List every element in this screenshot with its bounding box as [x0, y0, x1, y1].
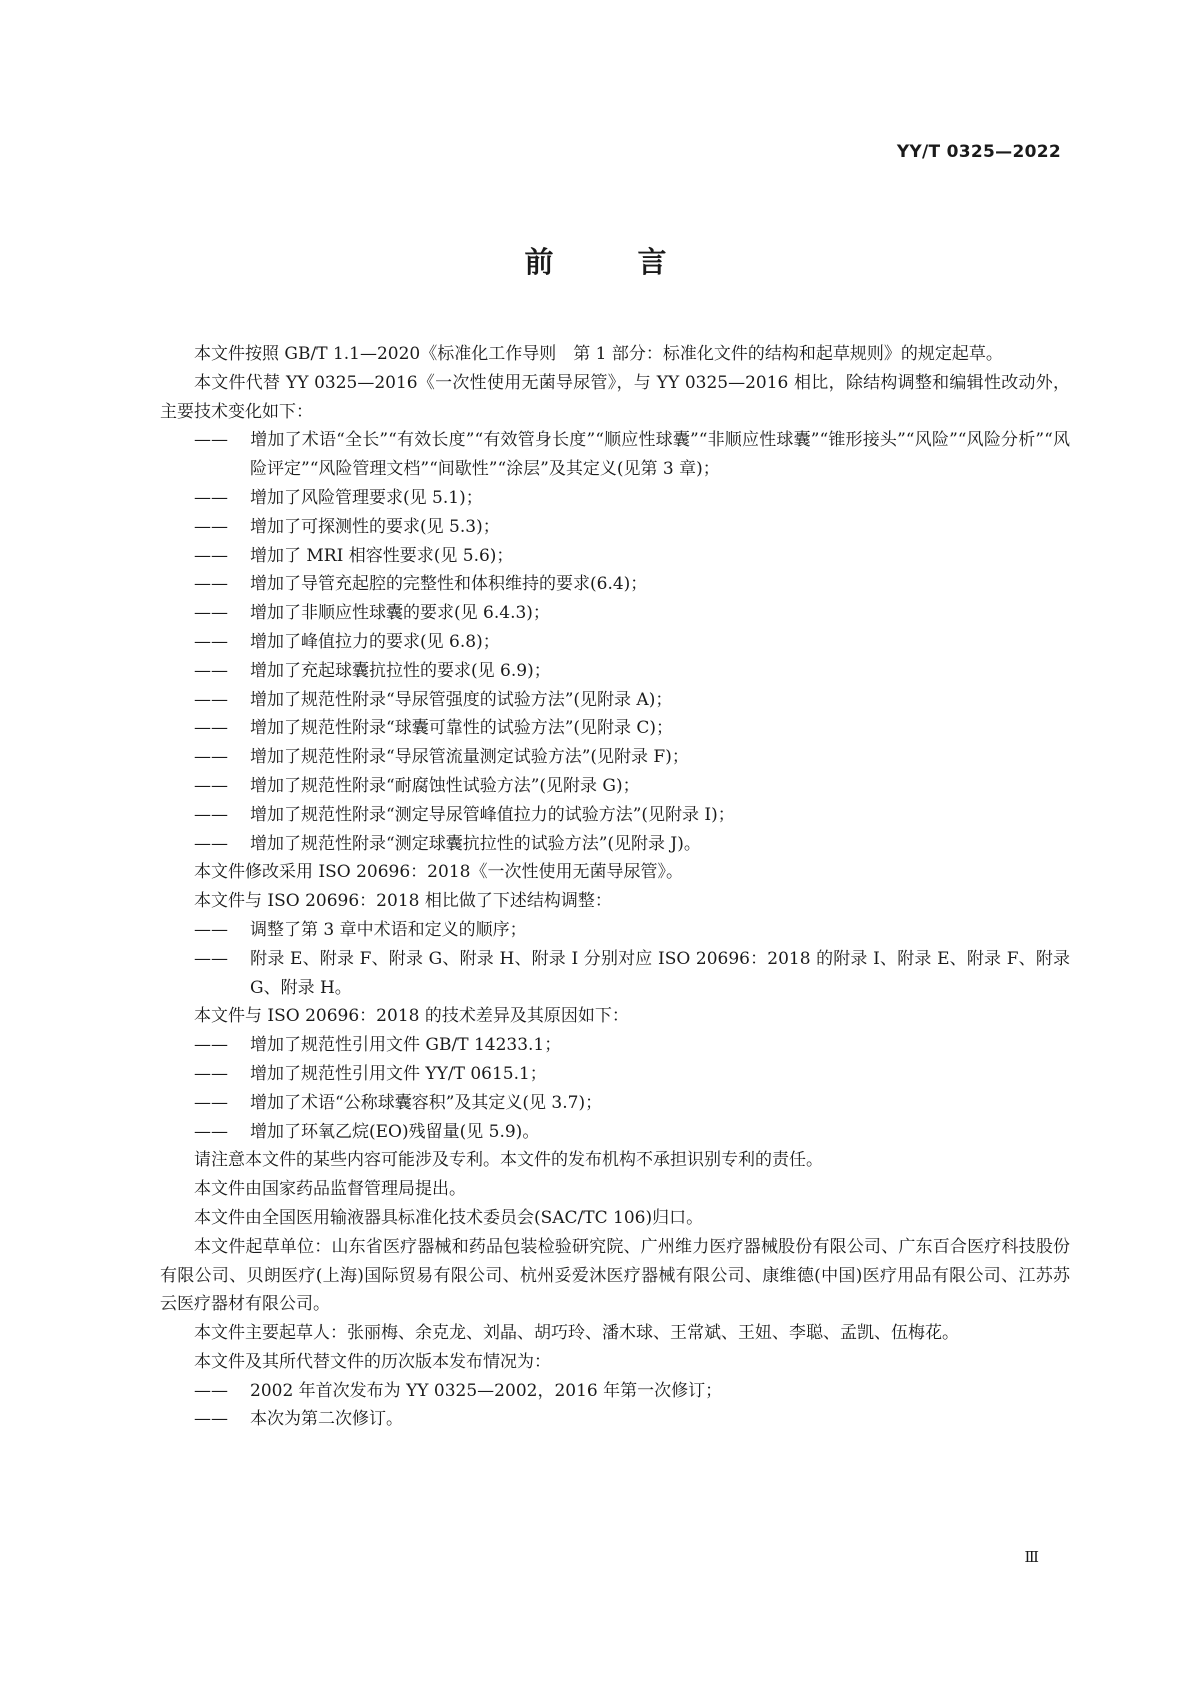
list-item	[194, 830, 1070, 859]
list-item-text: 增加了规范性附录“导尿管强度的试验方法”(见附录 A)；	[250, 689, 673, 710]
list-item-text: 增加了充起球囊抗拉性的要求(见 6.9)；	[250, 660, 551, 681]
list-item-text: 增加了峰值拉力的要求(见 6.8)；	[250, 631, 500, 652]
list-dash: ——	[194, 689, 228, 710]
list-dash: ——	[194, 603, 228, 624]
paragraph: 本文件与 ISO 20696：2018 相比做了下述结构调整：	[194, 891, 612, 912]
list-item-text: 附录 E、附录 F、附录 G、附录 H、附录 I 分别对应 ISO 20696：2018 的附录 I、附录 E、附录 F、附录 G、附录 H。	[250, 948, 1070, 998]
list-dash: ——	[194, 1380, 228, 1401]
list-item	[194, 686, 1070, 715]
list-dash: ——	[194, 1121, 228, 1142]
paragraph: 本文件按照 GB/T 1.1—2020《标准化工作导则 第 1 部分：标准化文件的结构和起草规则》的规定起草。	[194, 344, 1003, 364]
list-dash: ——	[194, 833, 228, 854]
list-item-text: 增加了导管充起腔的完整性和体积维持的要求(6.4)；	[250, 574, 648, 595]
list-dash: ——	[194, 804, 228, 825]
list-item-text: 2002 年首次发布为 YY 0325—2002，2016 年第一次修订；	[250, 1380, 723, 1401]
list-dash: ——	[194, 545, 228, 566]
paragraph: 请注意本文件的某些内容可能涉及专利。本文件的发布机构不承担识别专利的责任。	[194, 1150, 823, 1171]
list-item-text: 增加了非顺应性球囊的要求(见 6.4.3)；	[250, 603, 550, 624]
standard-code: YY/T 0325—2022	[896, 142, 1061, 162]
list-item-text: 增加了规范性附录“导尿管流量测定试验方法”(见附录 F)；	[250, 747, 689, 768]
list-dash: ——	[194, 1063, 228, 1084]
list-dash: ——	[194, 718, 228, 739]
list-dash: ——	[194, 430, 228, 451]
list-item	[194, 1060, 1070, 1089]
list-dash: ——	[194, 747, 228, 768]
list-item	[194, 1089, 1070, 1118]
list-item	[194, 599, 1070, 628]
list-item	[194, 801, 1070, 830]
list-dash: ——	[194, 574, 228, 595]
list-dash: ——	[194, 631, 228, 652]
paragraph: 本文件起草单位：山东省医疗器械和药品包装检验研究院、广州维力医疗器械股份有限公司、广东百合医疗科技股份有限公司、贝朗医疗(上海)国际贸易有限公司、杭州妥爱沐医疗器械有限公司、康维德(中国)医疗用品有限公司、江苏苏云医疗器材有限公司。	[160, 1236, 1070, 1315]
list-item-text: 增加了规范性引用文件 YY/T 0615.1；	[250, 1063, 547, 1084]
list-item-text: 增加了术语“公称球囊容积”及其定义(见 3.7)；	[250, 1092, 603, 1113]
list-dash: ——	[194, 487, 228, 508]
list-item	[194, 570, 1070, 599]
paragraph: 本文件代替 YY 0325—2016《一次性使用无菌导尿管》，与 YY 0325—2016 相比，除结构调整和编辑性改动外，主要技术变化如下：	[160, 372, 1070, 422]
list-item	[194, 426, 1070, 484]
list-dash: ——	[194, 1092, 228, 1113]
paragraph: 本文件与 ISO 20696：2018 的技术差异及其原因如下：	[194, 1006, 629, 1027]
list-item-text: 增加了规范性附录“测定球囊抗拉性的试验方法”(见附录 J)。	[250, 833, 701, 854]
list-item-text: 调整了第 3 章中术语和定义的顺序；	[250, 919, 527, 940]
list-item-text: 增加了规范性附录“球囊可靠性的试验方法”(见附录 C)；	[250, 718, 674, 739]
list-dash: ——	[194, 948, 228, 969]
list-item-text: 增加了风险管理要求(见 5.1)；	[250, 487, 483, 508]
list-item-text: 增加了环氧乙烷(EO)残留量(见 5.9)。	[250, 1121, 540, 1142]
list-item	[194, 513, 1070, 542]
list-item	[194, 916, 1070, 945]
list-item	[194, 657, 1070, 686]
paragraph: 本文件由全国医用输液器具标准化技术委员会(SAC/TC 106)归口。	[194, 1207, 704, 1228]
list-item-text: 本次为第二次修订。	[250, 1409, 403, 1430]
list-item	[194, 743, 1070, 772]
paragraph: 本文件由国家药品监督管理局提出。	[194, 1179, 466, 1200]
list-dash: ——	[194, 919, 228, 940]
list-item	[194, 1031, 1070, 1060]
page-number: Ⅲ	[1024, 1548, 1039, 1566]
list-item-text: 增加了规范性引用文件 GB/T 14233.1；	[250, 1035, 562, 1056]
paragraph: 本文件及其所代替文件的历次版本发布情况为：	[194, 1351, 551, 1372]
list-item	[194, 484, 1070, 513]
list-item-text: 增加了 MRI 相容性要求(见 5.6)；	[250, 545, 514, 566]
list-item	[194, 772, 1070, 801]
list-dash: ——	[194, 775, 228, 796]
list-item	[194, 1405, 1070, 1434]
list-item-text: 增加了规范性附录“测定导尿管峰值拉力的试验方法”(见附录 I)；	[250, 804, 735, 825]
paragraph: 本文件修改采用 ISO 20696：2018《一次性使用无菌导尿管》。	[194, 862, 683, 883]
list-item-text: 增加了规范性附录“耐腐蚀性试验方法”(见附录 G)；	[250, 775, 640, 796]
list-item	[194, 714, 1070, 743]
list-dash: ——	[194, 516, 228, 537]
list-dash: ——	[194, 1409, 228, 1430]
list-dash: ——	[194, 1035, 228, 1056]
paragraph: 本文件主要起草人：张丽梅、余克龙、刘晶、胡巧玲、潘木球、王常斌、王妞、李聪、孟凯、伍梅花。	[194, 1323, 959, 1344]
list-item	[194, 945, 1070, 1003]
list-dash: ——	[194, 660, 228, 681]
page-title: 前言	[524, 245, 751, 279]
list-item	[194, 628, 1070, 657]
list-item	[194, 542, 1070, 571]
list-item	[194, 1118, 1070, 1147]
list-item	[194, 1377, 1070, 1406]
list-item-text: 增加了术语“全长”“有效长度”“有效管身长度”“顺应性球囊”“非顺应性球囊”“锥形接头”“风险”“风险分析”“风险评定”“风险管理文档”“间歇性”“涂层”及其定义(见第 3 章)；	[250, 430, 1070, 480]
list-item-text: 增加了可探测性的要求(见 5.3)；	[250, 516, 500, 537]
document-body	[160, 340, 1070, 1434]
